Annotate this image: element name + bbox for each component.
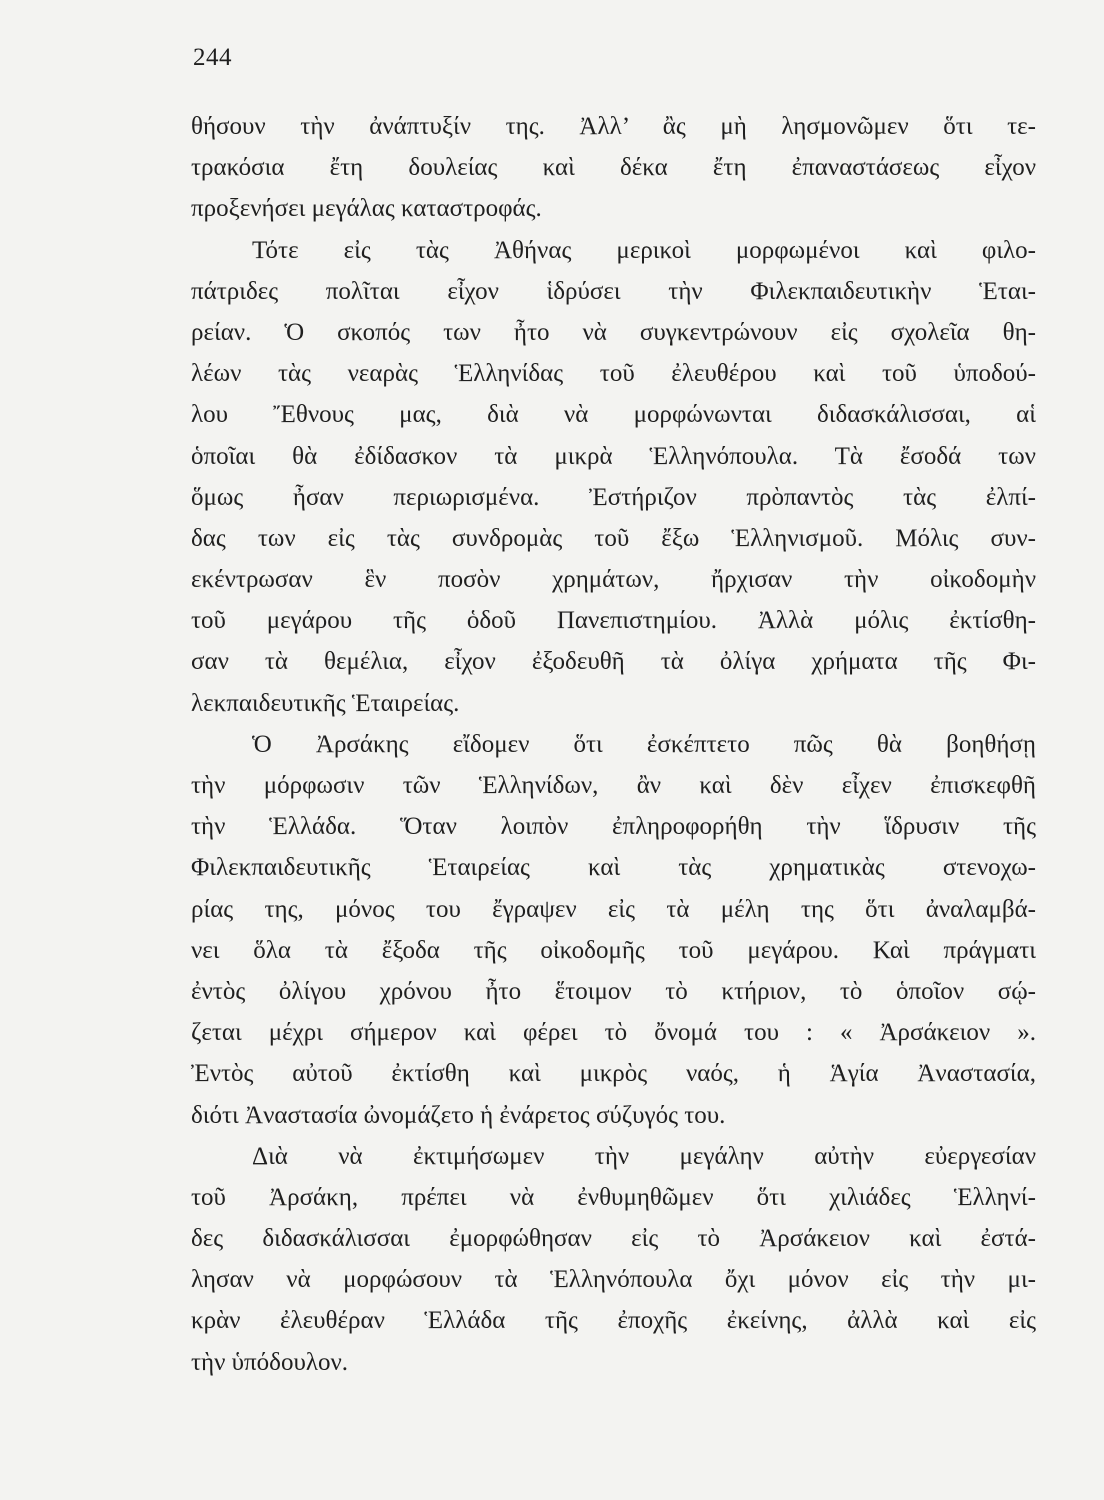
text-line: Ὁ Ἀρσάκης εἴδομεν ὅτι ἐσκέπτετο πῶς θὰ βοηθήσῃ bbox=[252, 730, 1036, 758]
text-line: δας των εἰς τὰς συνδρομὰς τοῦ ἔξω Ἑλληνισμοῦ. Μόλις συν- bbox=[191, 524, 1036, 552]
text-line: Διὰ νὰ ἐκτιμήσωμεν τὴν μεγάλην αὐτὴν εὐεργεσίαν bbox=[252, 1142, 1036, 1170]
text-line: ὁποῖαι θὰ ἐδίδασκον τὰ μικρὰ Ἑλληνόπουλα. Τὰ ἔσοδά των bbox=[191, 442, 1036, 470]
text-line: λου Ἔθνους μας, διὰ νὰ μορφώνωνται διδασκάλισσαι, αἱ bbox=[191, 401, 1036, 429]
paragraph-4 bbox=[191, 1136, 1036, 1383]
text-line: δες διδασκάλισσαι ἐμορφώθησαν εἰς τὸ Ἀρσάκειον καὶ ἐστά- bbox=[191, 1225, 1036, 1253]
text-line: τρακόσια ἔτη δουλείας καὶ δέκα ἔτη ἐπαναστάσεως εἶχον bbox=[191, 154, 1036, 182]
text-line: πάτριδες πολῖται εἶχον ἱδρύσει τὴν Φιλεκπαιδευτικὴν Ἑται- bbox=[191, 277, 1036, 305]
text-line: σαν τὰ θεμέλια, εἶχον ἐξοδευθῆ τὰ ὀλίγα χρήματα τῆς Φι- bbox=[191, 648, 1036, 676]
text-line: νει ὅλα τὰ ἔξοδα τῆς οἰκοδομῆς τοῦ μεγάρου. Καὶ πράγματι bbox=[191, 936, 1036, 964]
paragraph-3 bbox=[191, 724, 1036, 1136]
text-line: εκέντρωσαν ἓν ποσὸν χρημάτων, ἤρχισαν τὴν οἰκοδομὴν bbox=[191, 566, 1036, 594]
text-line: τὴν ὑπόδουλον. bbox=[191, 1348, 349, 1376]
text-line: τὴν μόρφωσιν τῶν Ἑλληνίδων, ἂν καὶ δὲν εἶχεν ἐπισκεφθῆ bbox=[191, 772, 1036, 799]
paragraph-2 bbox=[191, 230, 1036, 724]
text-line: προξενήσει μεγάλας καταστροφάς. bbox=[191, 195, 542, 223]
text-line: λεκπαιδευτικῆς Ἑταιρείας. bbox=[191, 689, 460, 717]
text-line: τοῦ Ἀρσάκη, πρέπει νὰ ἐνθυμηθῶμεν ὅτι χιλιάδες Ἑλληνί- bbox=[191, 1183, 1036, 1211]
text-line: ἐντὸς ὀλίγου χρόνου ἦτο ἕτοιμον τὸ κτήριον, τὸ ὁποῖον σῴ- bbox=[191, 977, 1036, 1005]
text-line: Τότε εἰς τὰς Ἀθήνας μερικοὶ μορφωμένοι καὶ φιλο- bbox=[252, 236, 1036, 264]
text-line: ρίας της, μόνος του ἔγραψεν εἰς τὰ μέλη της ὅτι ἀναλαμβά- bbox=[191, 895, 1036, 923]
text-line: Φιλεκπαιδευτικῆς Ἑταιρείας καὶ τὰς χρηματικὰς στενοχω- bbox=[191, 854, 1036, 882]
body-text bbox=[191, 106, 1036, 1383]
text-line: ὅμως ἦσαν περιωρισμένα. Ἐστήριζον πρὸπαντὸς τὰς ἐλπί- bbox=[191, 483, 1036, 511]
text-line: διότι Ἀναστασία ὠνομάζετο ἡ ἐνάρετος σύζυγός του. bbox=[191, 1101, 726, 1129]
text-line: ρείαν. Ὁ σκοπός των ἦτο νὰ συγκεντρώνουν εἰς σχολεῖα θη- bbox=[191, 318, 1036, 346]
paragraph-1 bbox=[191, 106, 1036, 230]
page-number: 244 bbox=[193, 44, 232, 71]
text-line: ζεται μέχρι σήμερον καὶ φέρει τὸ ὄνομά του : « Ἀρσάκειον ». bbox=[191, 1019, 1036, 1047]
text-line: Ἐντὸς αὐτοῦ ἐκτίσθη καὶ μικρὸς ναός, ἡ Ἁγία Ἀναστασία, bbox=[191, 1060, 1036, 1088]
text-line: τοῦ μεγάρου τῆς ὁδοῦ Πανεπιστημίου. Ἀλλὰ μόλις ἐκτίσθη- bbox=[191, 607, 1036, 635]
text-line: θήσουν τὴν ἀνάπτυξίν της. Ἀλλ’ ἂς μὴ λησμονῶμεν ὅτι τε- bbox=[191, 113, 1036, 140]
text-line: τὴν Ἑλλάδα. Ὅταν λοιπὸν ἐπληροφορήθη τὴν ἵδρυσιν τῆς bbox=[191, 813, 1036, 841]
text-line: λέων τὰς νεαρὰς Ἑλληνίδας τοῦ ἐλευθέρου καὶ τοῦ ὑποδού- bbox=[191, 360, 1036, 388]
text-line: κρὰν ἐλευθέραν Ἑλλάδα τῆς ἐποχῆς ἐκείνης, ἀλλὰ καὶ εἰς bbox=[191, 1307, 1036, 1335]
text-line: λησαν νὰ μορφώσουν τὰ Ἑλληνόπουλα ὄχι μόνον εἰς τὴν μι- bbox=[191, 1266, 1036, 1294]
